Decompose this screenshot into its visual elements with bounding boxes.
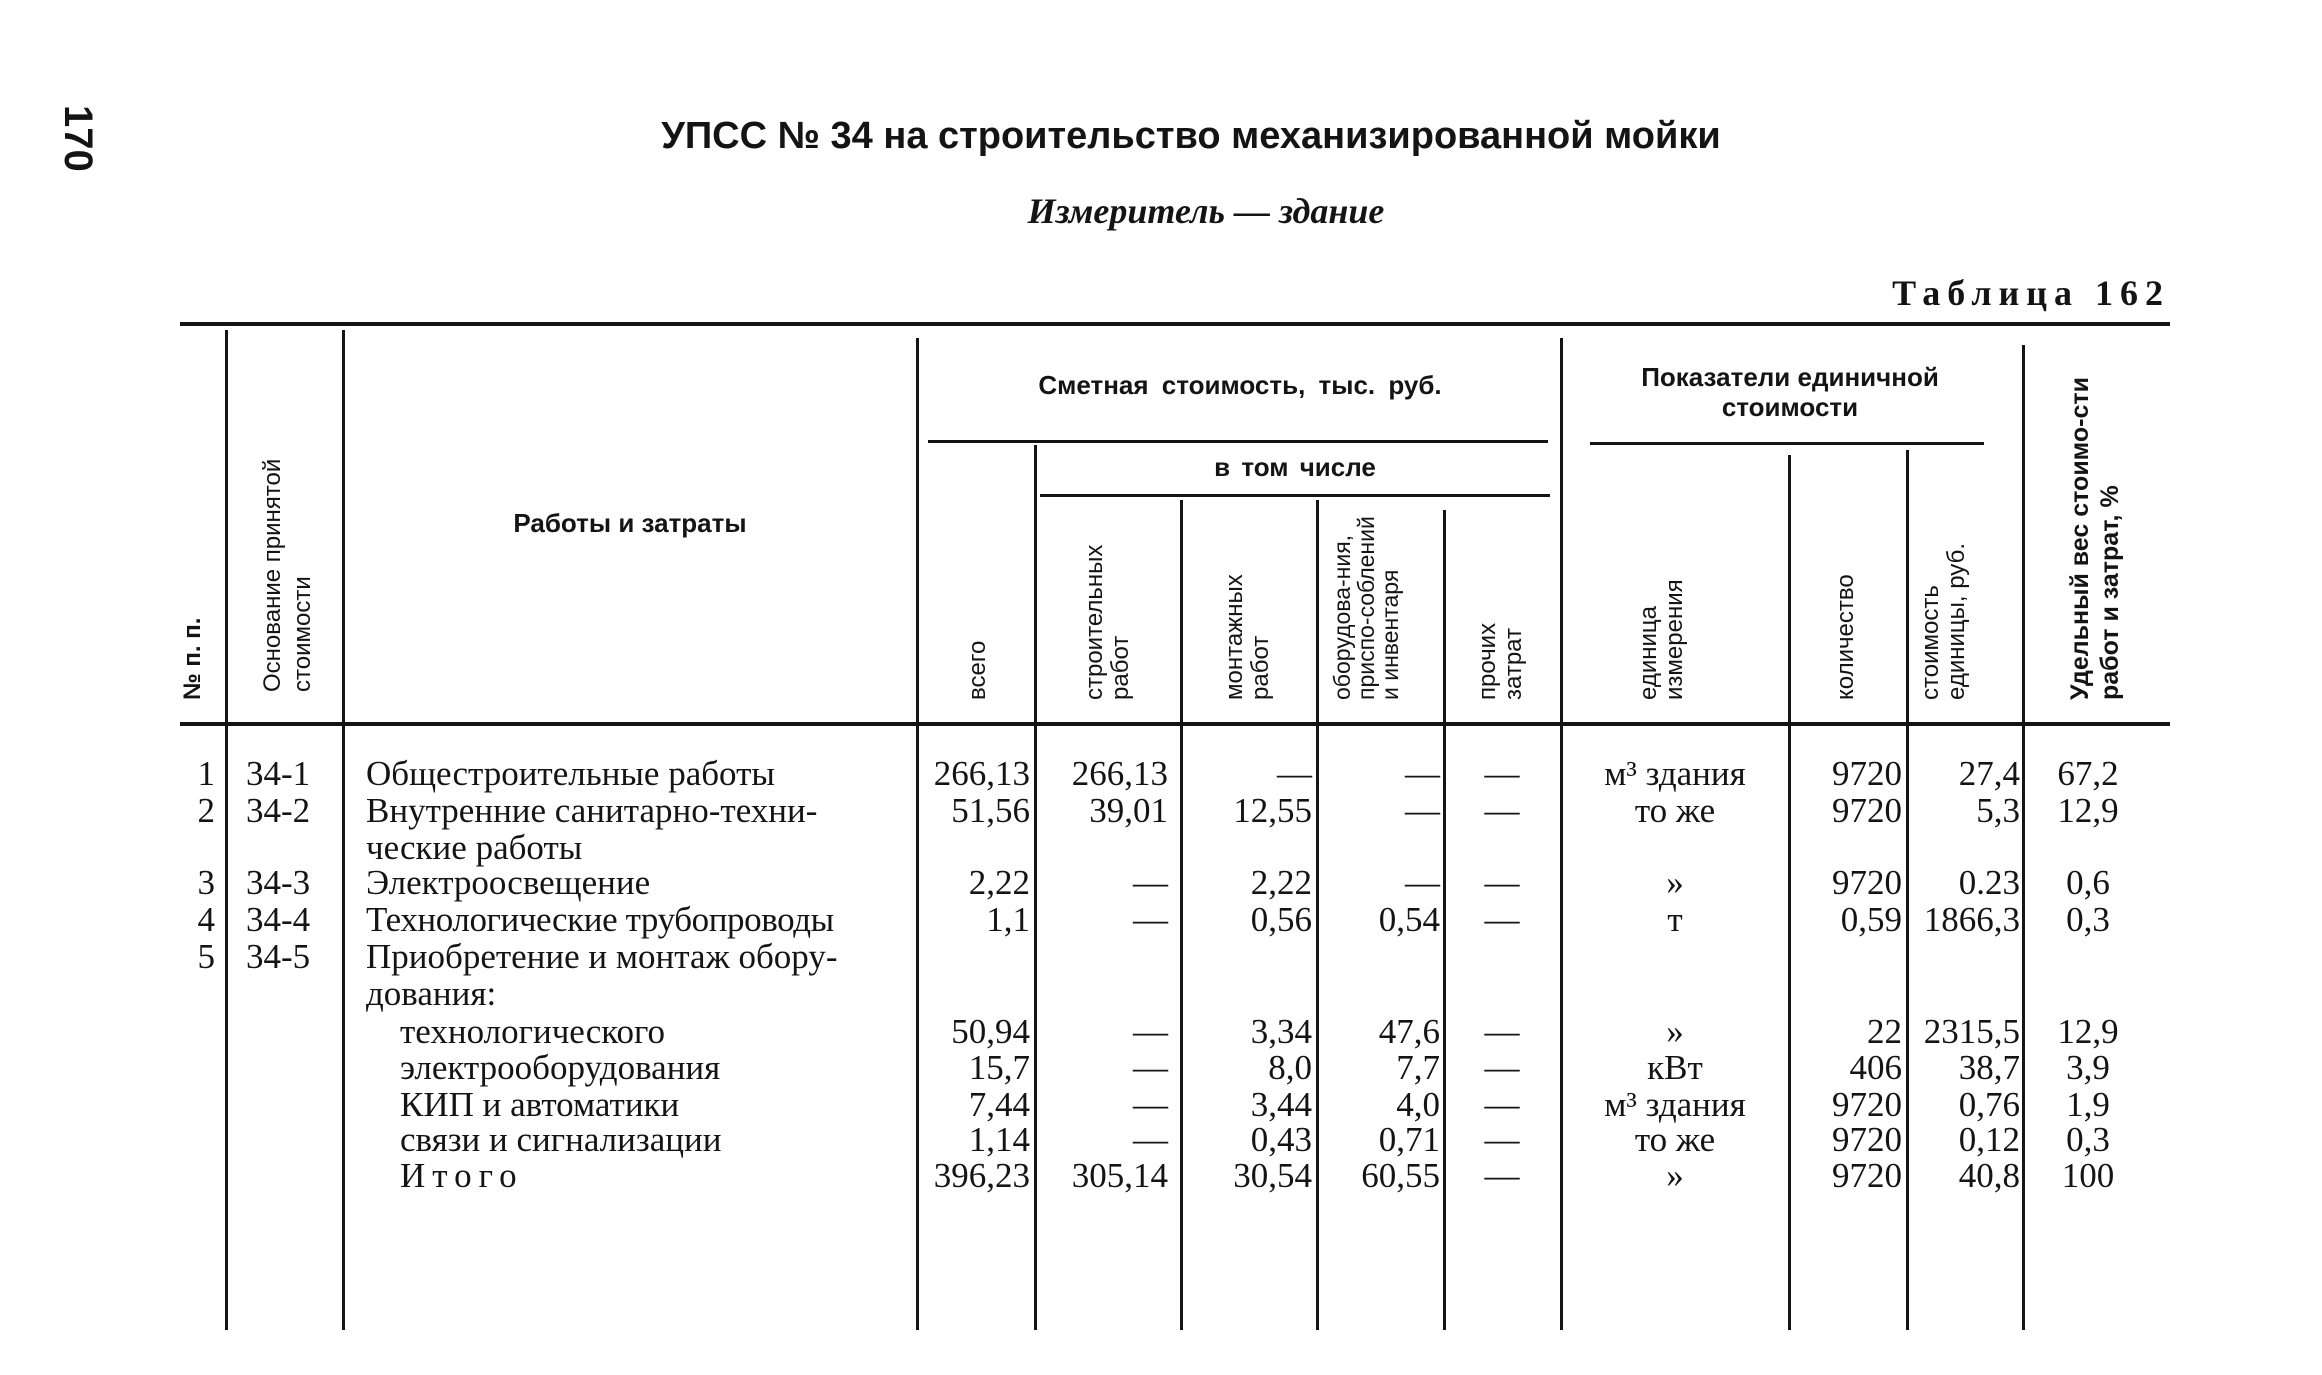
cell-equipment: 0,54	[1378, 900, 1440, 939]
header-unit-indicators: Показатели единичной стоимости	[1641, 362, 1939, 422]
estimated-cost-subrule	[928, 440, 1548, 443]
cell-unit: кВт	[1647, 1048, 1703, 1087]
cell-other: —	[1484, 1012, 1520, 1051]
cell-work: технологического	[400, 1012, 665, 1051]
cell-work: дования:	[366, 974, 497, 1013]
col-rule-4	[1034, 445, 1037, 1330]
cell-total: 15,7	[968, 1048, 1030, 1087]
header-bottom-rule	[180, 722, 2170, 726]
header-other	[1475, 590, 1527, 700]
cell-basis: 34-3	[246, 863, 311, 902]
cell-installation: 3,44	[1250, 1085, 1312, 1124]
header-estimated-cost: Сметная стоимость, тыс. руб.	[1038, 370, 1442, 400]
header-share	[2065, 360, 2125, 700]
header-installation	[1222, 530, 1274, 700]
cell-quantity: 9720	[1832, 1085, 1902, 1124]
header-equipment	[1330, 505, 1402, 700]
col-rule-8	[1560, 338, 1563, 1330]
header-unit-text: единица измерения	[1635, 579, 1688, 700]
cell-quantity: 9720	[1832, 1120, 1902, 1159]
cell-construction: —	[1133, 863, 1168, 902]
cell-quantity: 406	[1849, 1048, 1902, 1087]
col-rule-1	[225, 330, 228, 1330]
header-equipment-text: оборудова-ния, приспо-соблений и инвентаря	[1329, 516, 1403, 700]
header-construction	[1082, 495, 1134, 700]
cell-unit-cost: 5,3	[1976, 791, 2020, 830]
cell-total: 1,14	[968, 1120, 1030, 1159]
cell-num: 5	[197, 937, 215, 976]
cell-unit-cost: 40,8	[1958, 1156, 2020, 1195]
cell-equipment: —	[1405, 754, 1440, 793]
cell-work: Электроосвещение	[366, 863, 651, 902]
cell-construction: —	[1133, 1120, 1168, 1159]
cell-share: 0,3	[2066, 1120, 2110, 1159]
cell-unit-cost: 0,76	[1958, 1085, 2020, 1124]
cell-construction: —	[1133, 900, 1168, 939]
header-quantity: количество	[1832, 574, 1859, 700]
cell-unit-cost: 0,12	[1958, 1120, 2020, 1159]
cell-equipment: —	[1405, 791, 1440, 830]
cell-work: электрооборудования	[400, 1048, 721, 1087]
cell-other: —	[1484, 863, 1520, 902]
cell-unit: то же	[1634, 1120, 1716, 1159]
cell-unit-cost: 38,7	[1958, 1048, 2020, 1087]
cell-unit: »	[1666, 863, 1684, 902]
cell-work: связи и сигнализации	[400, 1120, 722, 1159]
cell-work: Общестроительные работы	[366, 754, 775, 793]
cell-share: 3,9	[2066, 1048, 2110, 1087]
header-total: всего	[964, 640, 991, 700]
table-top-rule	[180, 322, 2170, 326]
cell-share: 12,9	[2057, 791, 2119, 830]
cell-unit-cost: 1866,3	[1923, 900, 2020, 939]
cell-quantity: 9720	[1832, 754, 1902, 793]
cell-construction: —	[1133, 1048, 1168, 1087]
cell-construction: 305,14	[1071, 1156, 1168, 1195]
header-unit-cost	[1918, 490, 1970, 700]
col-rule-11	[2022, 345, 2025, 1330]
cell-installation: 0,43	[1250, 1120, 1312, 1159]
cell-equipment: 0,71	[1378, 1120, 1440, 1159]
cell-equipment: 7,7	[1396, 1048, 1440, 1087]
page-title: УПСС № 34 на строительство механизированной мойки	[661, 115, 1721, 157]
col-rule-9	[1788, 455, 1791, 1330]
cell-equipment: 47,6	[1378, 1012, 1440, 1051]
header-unit	[1636, 540, 1688, 700]
cell-construction: 266,13	[1071, 754, 1168, 793]
cell-other: —	[1484, 1120, 1520, 1159]
cell-quantity: 9720	[1832, 863, 1902, 902]
header-including: в том числе	[1214, 452, 1376, 482]
cell-installation: —	[1277, 754, 1312, 793]
cell-work: КИП и автоматики	[400, 1085, 680, 1124]
cell-work: Приобретение и монтаж обору-	[366, 937, 838, 976]
cell-work: Внутренние санитарно-техни-	[366, 791, 818, 830]
header-unit-cost-text: стоимость единицы, руб.	[1917, 543, 1970, 700]
cell-total: 51,56	[951, 791, 1030, 830]
table-label: Таблица 162	[1892, 273, 2170, 313]
cell-construction: 39,01	[1089, 791, 1168, 830]
cell-unit: то же	[1634, 791, 1716, 830]
cell-other: —	[1484, 1048, 1520, 1087]
cell-total: 50,94	[951, 1012, 1030, 1051]
cell-unit: »	[1666, 1156, 1684, 1195]
cell-quantity: 22	[1867, 1012, 1902, 1051]
cell-work: Итого	[400, 1156, 524, 1195]
cell-num: 4	[197, 900, 215, 939]
cell-unit-cost: 0.23	[1958, 863, 2020, 902]
cell-unit: м³ здания	[1604, 754, 1746, 793]
cell-total: 2,22	[968, 863, 1030, 902]
cell-quantity: 9720	[1832, 791, 1902, 830]
cell-other: —	[1484, 1156, 1520, 1195]
header-installation-text: монтажных работ	[1221, 574, 1274, 700]
cell-share: 67,2	[2057, 754, 2119, 793]
cell-total: 266,13	[933, 754, 1030, 793]
cell-construction: —	[1133, 1085, 1168, 1124]
header-basis-text: Основание принятой стоимости	[259, 458, 316, 692]
header-basis	[258, 392, 318, 692]
cell-installation: 2,22	[1250, 863, 1312, 902]
col-rule-6	[1316, 500, 1319, 1330]
cell-equipment: 60,55	[1361, 1156, 1440, 1195]
cell-equipment: 4,0	[1396, 1085, 1440, 1124]
cell-total: 396,23	[933, 1156, 1030, 1195]
col-rule-2	[342, 330, 345, 1330]
cell-quantity: 0,59	[1840, 900, 1902, 939]
cell-num: 1	[197, 754, 215, 793]
cell-share: 0,3	[2066, 900, 2110, 939]
cell-unit: т	[1667, 900, 1683, 939]
cell-construction: —	[1133, 1012, 1168, 1051]
cell-share: 0,6	[2066, 863, 2110, 902]
header-construction-text: строительных работ	[1081, 544, 1134, 700]
cell-basis: 34-2	[246, 791, 311, 830]
cell-unit-cost: 2315,5	[1923, 1012, 2020, 1051]
cell-installation: 30,54	[1233, 1156, 1312, 1195]
cell-num: 3	[197, 863, 215, 902]
cell-installation: 0,56	[1250, 900, 1312, 939]
cell-total: 7,44	[968, 1085, 1030, 1124]
cell-unit-cost: 27,4	[1958, 754, 2020, 793]
cell-other: —	[1484, 1085, 1520, 1124]
cell-unit: м³ здания	[1604, 1085, 1746, 1124]
cell-installation: 8,0	[1268, 1048, 1312, 1087]
cell-unit: »	[1666, 1012, 1684, 1051]
cell-work: Технологические трубопроводы	[366, 900, 834, 939]
cell-work: ческие работы	[366, 828, 583, 867]
cell-installation: 12,55	[1233, 791, 1312, 830]
cell-equipment: —	[1405, 863, 1440, 902]
header-num: № п. п.	[179, 617, 206, 700]
cell-basis: 34-1	[246, 754, 311, 793]
header-works: Работы и затраты	[513, 508, 747, 538]
cell-share: 12,9	[2057, 1012, 2119, 1051]
cell-share: 100	[2061, 1156, 2115, 1195]
col-rule-7	[1443, 510, 1446, 1330]
cell-installation: 3,34	[1250, 1012, 1312, 1051]
header-share-text: Удельный вес стоимо-сти работ и затрат, %	[2066, 377, 2124, 700]
page-subtitle: Измеритель — здание	[1027, 191, 1385, 231]
cell-basis: 34-5	[246, 937, 311, 976]
indicators-subrule	[1590, 442, 1984, 445]
cell-num: 2	[197, 791, 215, 830]
cell-quantity: 9720	[1832, 1156, 1902, 1195]
cell-other: —	[1484, 791, 1520, 830]
cell-share: 1,9	[2066, 1085, 2110, 1124]
page-number: 170	[56, 105, 100, 172]
header-other-text: прочих затрат	[1474, 622, 1527, 700]
cell-basis: 34-4	[246, 900, 311, 939]
cell-other: —	[1484, 754, 1520, 793]
col-rule-5	[1180, 500, 1183, 1330]
cell-other: —	[1484, 900, 1520, 939]
cell-total: 1,1	[986, 900, 1030, 939]
